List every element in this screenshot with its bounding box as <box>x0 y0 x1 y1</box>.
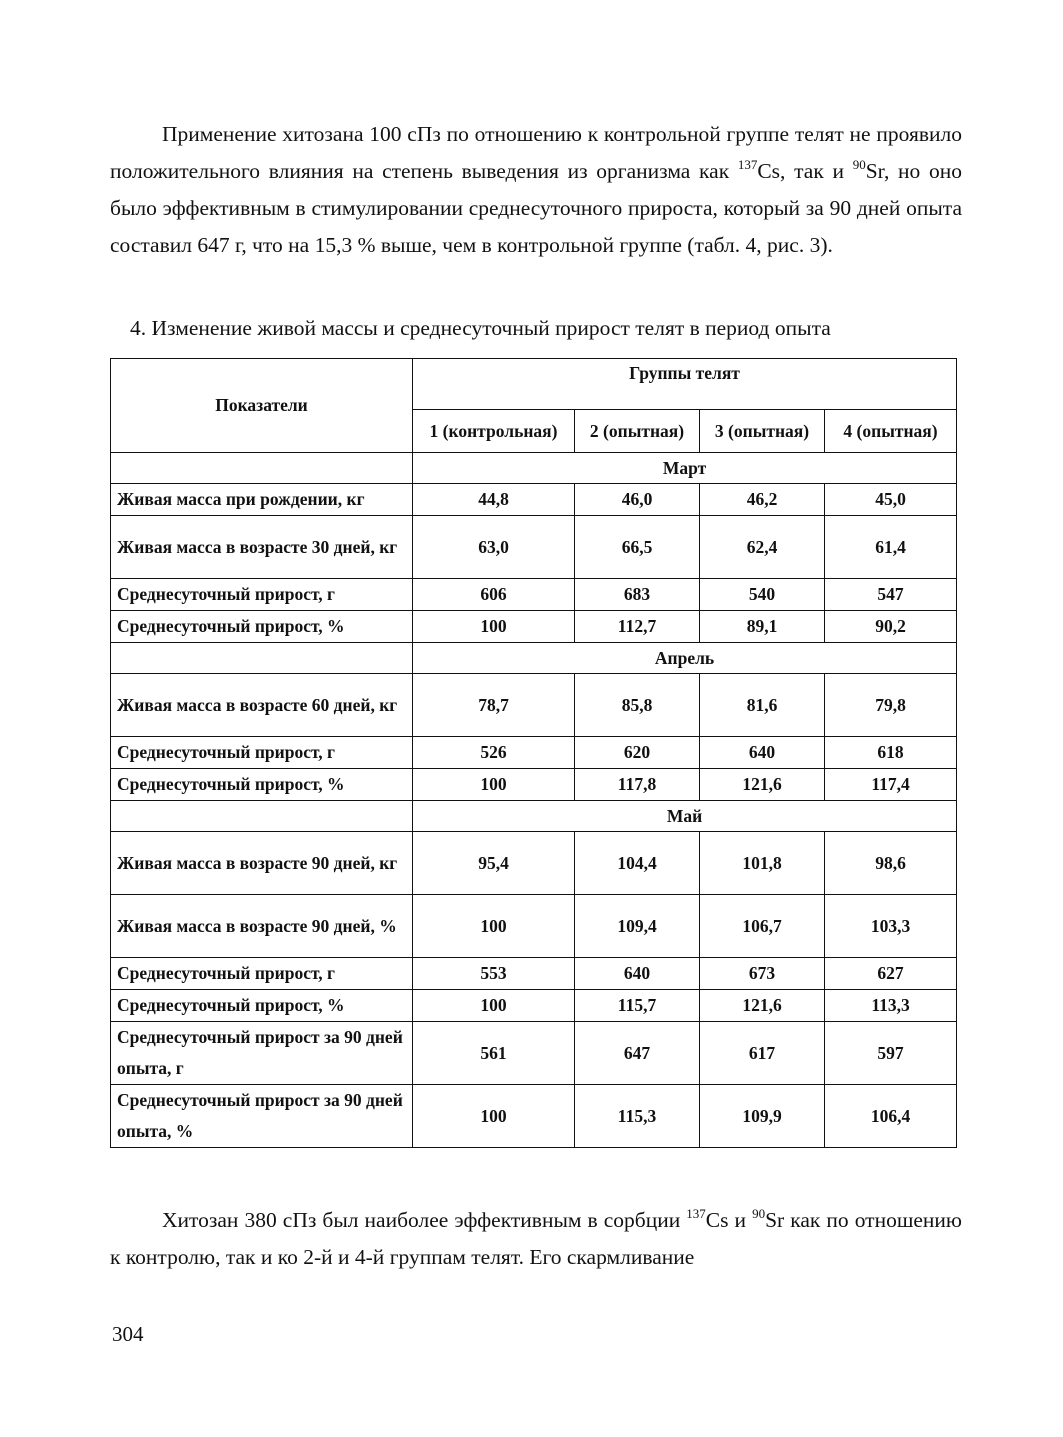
value-cell: 673 <box>700 958 825 990</box>
value-cell: 66,5 <box>575 516 700 579</box>
value-cell: 640 <box>575 958 700 990</box>
value-cell: 606 <box>413 579 575 611</box>
value-cell: 89,1 <box>700 611 825 643</box>
column-header: 2 (опытная) <box>575 410 700 453</box>
value-cell: 561 <box>413 1022 575 1085</box>
month-header: Март <box>413 453 957 484</box>
table-row <box>111 579 957 611</box>
page-number: 304 <box>112 1322 144 1346</box>
data-table <box>110 358 957 1148</box>
isotope-mass-sr: 90 <box>852 156 866 172</box>
row-label: Живая масса в возрасте 90 дней, % <box>111 895 413 958</box>
value-cell: 101,8 <box>700 832 825 895</box>
header-indicator: Показатели <box>111 359 413 453</box>
value-cell: 103,3 <box>825 895 957 958</box>
value-cell: 81,6 <box>700 674 825 737</box>
value-cell: 106,4 <box>825 1085 957 1148</box>
value-cell: 121,6 <box>700 769 825 801</box>
value-cell: 98,6 <box>825 832 957 895</box>
value-cell: 100 <box>413 990 575 1022</box>
value-cell: 647 <box>575 1022 700 1085</box>
row-label: Живая масса в возрасте 30 дней, кг <box>111 516 413 579</box>
value-cell: 683 <box>575 579 700 611</box>
row-label: Среднесуточный прирост, г <box>111 958 413 990</box>
value-cell: 95,4 <box>413 832 575 895</box>
month-header: Апрель <box>413 643 957 674</box>
value-cell: 46,2 <box>700 484 825 516</box>
paragraph-conclusion <box>110 1202 962 1276</box>
row-label: Среднесуточный прирост, % <box>111 769 413 801</box>
value-cell: 109,9 <box>700 1085 825 1148</box>
row-label: Среднесуточный прирост, г <box>111 737 413 769</box>
value-cell: 104,4 <box>575 832 700 895</box>
column-header: 3 (опытная) <box>700 410 825 453</box>
paragraph-text: Sr, но оно было эффективным в стимулировании среднесуточного прироста, который за 90 дней опыта составил 647 г, что на 15,3 % выше, чем в контрольной группе (табл. 4, рис. 3). <box>110 159 962 257</box>
value-cell: 117,8 <box>575 769 700 801</box>
row-label: Живая масса в возрасте 90 дней, кг <box>111 832 413 895</box>
value-cell: 106,7 <box>700 895 825 958</box>
value-cell: 46,0 <box>575 484 700 516</box>
table-row <box>111 895 957 958</box>
column-header: 1 (контрольная) <box>413 410 575 453</box>
value-cell: 526 <box>413 737 575 769</box>
row-label: Среднесуточный прирост, % <box>111 990 413 1022</box>
row-label: Живая масса при рождении, кг <box>111 484 413 516</box>
value-cell: 547 <box>825 579 957 611</box>
value-cell: 115,7 <box>575 990 700 1022</box>
value-cell: 109,4 <box>575 895 700 958</box>
value-cell: 115,3 <box>575 1085 700 1148</box>
value-cell: 63,0 <box>413 516 575 579</box>
paragraph-text: Применение хитозана 100 сПз по отношению к контрольной группе телят не проявило положительного влияния на степень выведения из организма как <box>110 122 962 183</box>
row-label: Среднесуточный прирост, г <box>111 579 413 611</box>
value-cell: 62,4 <box>700 516 825 579</box>
table-row <box>111 737 957 769</box>
table-row <box>111 1022 957 1085</box>
table-row <box>111 1085 957 1148</box>
value-cell: 85,8 <box>575 674 700 737</box>
row-label: Среднесуточный прирост, % <box>111 611 413 643</box>
table-row <box>111 832 957 895</box>
month-header: Май <box>413 801 957 832</box>
table-header-row <box>111 359 957 410</box>
month-row-empty-cell <box>111 453 413 484</box>
paragraph-text: Cs, так и <box>757 159 853 183</box>
value-cell: 100 <box>413 895 575 958</box>
value-cell: 78,7 <box>413 674 575 737</box>
month-row <box>111 453 957 484</box>
value-cell: 90,2 <box>825 611 957 643</box>
row-label: Среднесуточный прирост за 90 дней опыта, г <box>111 1022 413 1085</box>
value-cell: 44,8 <box>413 484 575 516</box>
paragraph-intro <box>110 116 962 264</box>
value-cell: 620 <box>575 737 700 769</box>
value-cell: 121,6 <box>700 990 825 1022</box>
table-row <box>111 674 957 737</box>
paragraph-text: Sr как по отношению к контролю, так и ко 2-й и 4-й группам телят. Его скармливание <box>110 1208 962 1269</box>
paragraph-text: Хитозан 380 сПз был наиболее эффективным в сорбции <box>162 1208 687 1232</box>
row-label: Живая масса в возрасте 60 дней, кг <box>111 674 413 737</box>
value-cell: 597 <box>825 1022 957 1085</box>
isotope-mass-cs: 137 <box>686 1205 706 1221</box>
value-cell: 112,7 <box>575 611 700 643</box>
month-row-empty-cell <box>111 643 413 674</box>
column-header: 4 (опытная) <box>825 410 957 453</box>
value-cell: 79,8 <box>825 674 957 737</box>
value-cell: 117,4 <box>825 769 957 801</box>
value-cell: 627 <box>825 958 957 990</box>
isotope-mass-cs: 137 <box>737 156 758 172</box>
month-row-empty-cell <box>111 801 413 832</box>
header-groups: Группы телят <box>413 359 957 410</box>
table-body <box>111 359 957 1148</box>
isotope-mass-sr: 90 <box>752 1205 766 1221</box>
month-row <box>111 801 957 832</box>
month-row <box>111 643 957 674</box>
value-cell: 617 <box>700 1022 825 1085</box>
table-caption: 4. Изменение живой массы и среднесуточный прирост телят в период опыта <box>130 316 831 340</box>
value-cell: 100 <box>413 1085 575 1148</box>
value-cell: 640 <box>700 737 825 769</box>
value-cell: 553 <box>413 958 575 990</box>
value-cell: 45,0 <box>825 484 957 516</box>
value-cell: 100 <box>413 611 575 643</box>
table-row <box>111 484 957 516</box>
value-cell: 113,3 <box>825 990 957 1022</box>
row-label: Среднесуточный прирост за 90 дней опыта, % <box>111 1085 413 1148</box>
value-cell: 540 <box>700 579 825 611</box>
value-cell: 100 <box>413 769 575 801</box>
table-row <box>111 958 957 990</box>
table-row <box>111 990 957 1022</box>
table-row <box>111 611 957 643</box>
value-cell: 61,4 <box>825 516 957 579</box>
table-row <box>111 516 957 579</box>
value-cell: 618 <box>825 737 957 769</box>
table-row <box>111 769 957 801</box>
paragraph-text: Cs и <box>705 1208 753 1232</box>
